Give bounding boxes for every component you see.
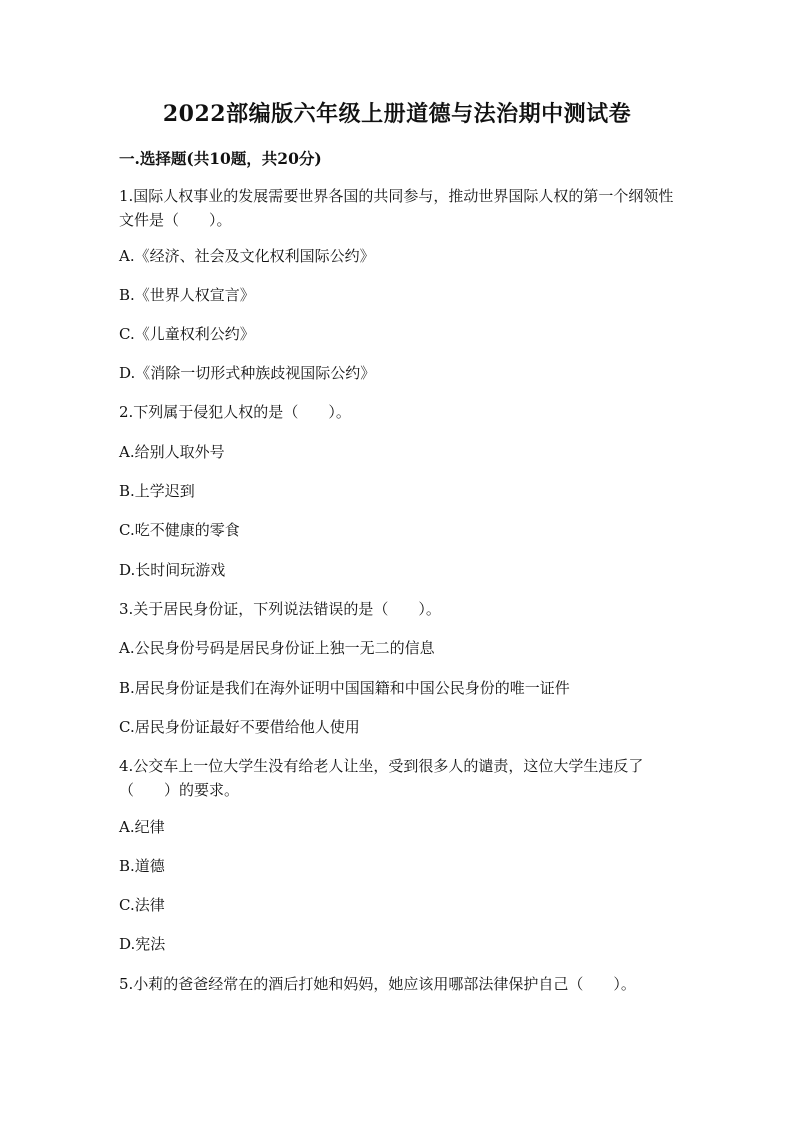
question-stem: 5.小莉的爸爸经常在的酒后打她和妈妈，她应该用哪部法律保护自己（ ）。 bbox=[119, 975, 636, 993]
question-stem: 4.公交车上一位大学生没有给老人让坐，受到很多人的谴责，这位大学生违反了（ ）的要求。 bbox=[119, 757, 644, 799]
answer-option: C.《儿童权利公约》 bbox=[119, 325, 255, 343]
answer-option: A.纪律 bbox=[119, 818, 165, 836]
answer-option: B.上学迟到 bbox=[119, 482, 195, 500]
answer-option: A.《经济、社会及文化权利国际公约》 bbox=[119, 247, 375, 265]
answer-option: C.法律 bbox=[119, 896, 165, 914]
section-heading: 一.选择题(共10题，共20分) bbox=[119, 149, 322, 168]
answer-option: B.《世界人权宣言》 bbox=[119, 286, 255, 304]
answer-option: B.居民身份证是我们在海外证明中国国籍和中国公民身份的唯一证件 bbox=[119, 679, 570, 697]
answer-option: B.道德 bbox=[119, 857, 165, 875]
answer-option: D.长时间玩游戏 bbox=[119, 561, 226, 579]
answer-option: A.公民身份号码是居民身份证上独一无二的信息 bbox=[119, 639, 435, 657]
document-title: 2022部编版六年级上册道德与法治期中测试卷 bbox=[162, 101, 632, 127]
answer-option: C.居民身份证最好不要借给他人使用 bbox=[119, 718, 360, 736]
question-stem: 2.下列属于侵犯人权的是（ ）。 bbox=[119, 403, 351, 421]
answer-option: C.吃不健康的零食 bbox=[119, 521, 240, 539]
question-stem: 1.国际人权事业的发展需要世界各国的共同参与，推动世界国际人权的第一个纲领性文件是（ ）。 bbox=[119, 187, 674, 229]
question-stem: 3.关于居民身份证，下列说法错误的是（ ）。 bbox=[119, 600, 441, 618]
answer-option: D.宪法 bbox=[119, 935, 166, 953]
answer-option: D.《消除一切形式种族歧视国际公约》 bbox=[119, 364, 376, 382]
answer-option: A.给别人取外号 bbox=[119, 443, 225, 461]
